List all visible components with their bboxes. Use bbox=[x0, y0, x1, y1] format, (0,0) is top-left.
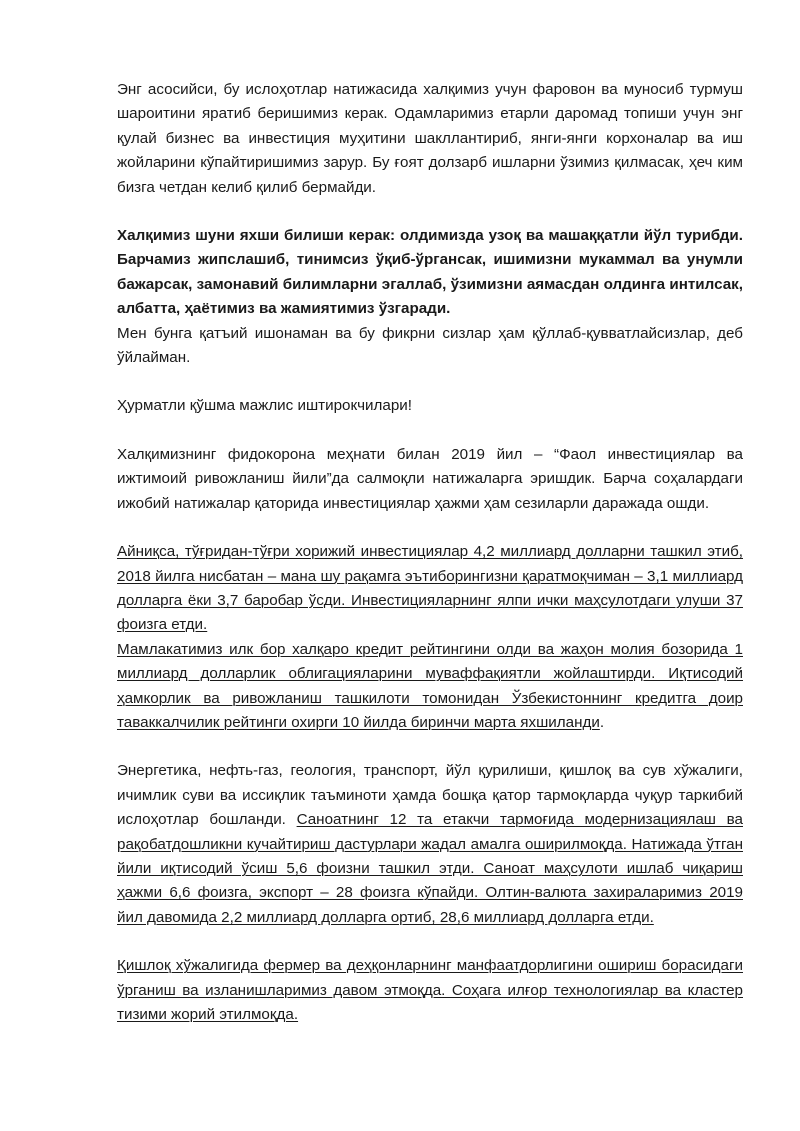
paragraph-gap bbox=[117, 516, 743, 540]
paragraph-long-road bbox=[117, 224, 743, 370]
paragraph-reforms-goal bbox=[117, 78, 743, 200]
paragraph-gap bbox=[117, 419, 743, 443]
underlined-text: Мамлакатимиз илк бор халқаро кредит рейтингини олди ва жаҳон молия бозорида 1 миллиард долларлик облигацияларини муваффақиятли жойлаштирди. Иқтисодий ҳамкорлик ва ривожланиш ташкилоти томонидан Ўзбекистоннинг кредитга доир таваккалчилик рейтинги охирги 10 йилда биринчи марта яхшиланди bbox=[117, 640, 743, 731]
paragraph-text: Халқимизнинг фидокорона меҳнати билан 2019 йил – “Фаол инвестициялар ва ижтимоий ривожланиш йили”да салмоқли натижаларга эришдик. Барча соҳалардаги ижобий натижалар қаторида инвестициялар ҳажми ҳам сезиларли даражада ошди. bbox=[117, 445, 743, 512]
underlined-text: Айниқса, тўғридан-тўғри хорижий инвестициялар 4,2 миллиард долларни ташкил этиб, 2018 йилга нисбатан – мана шу рақамга эътиборингизни қаратмоқчиман – 3,1 миллиард долларга ёки 3,7 баробар ўсди. Инвестицияларнинг ялпи ички маҳсулотдаги улуши 37 фоизга етди. bbox=[117, 543, 743, 634]
underlined-text: Қишлоқ хўжалигида фермер ва деҳқонларнинг манфаатдорлигини ошириш борасидаги ўрганиш ва изланишларимиз давом этмоқда. Соҳага илғор технологиялар ва кластер тизими жорий этилмоқда. bbox=[117, 957, 743, 1023]
paragraph-text: Энг асосийси, бу ислоҳотлар натижасида халқимиз учун фаровон ва муносиб турмуш шароитини яратиб беришимиз керак. Одамларимиз етарли даромад топиши учун энг қулай бизнес ва инвестиция муҳитини шакллантириб, янги-янги корхоналар ва иш жойларини кўпайтиришимиз зарур. Бу ғоят долзарб ишларни ўзимиз қилмасак, ҳеч ким бизга четдан келиб қилиб бермайди. bbox=[117, 81, 743, 196]
bold-statement: Халқимиз шуни яхши билиши керак: олдимизда узоқ ва машаққатли йўл турибди. Барчамиз жипслашиб, тинимсиз ўқиб-ўргансак, ишимизни мукаммал ва унумли бажарсак, замонавий билимларни эгаллаб, ўзимизни аямасдан олдинга интилсак, албатта, ҳаётимиз ва жамиятимиз ўзгаради. bbox=[117, 227, 743, 318]
paragraph-text: Энергетика, нефть-газ, геология, транспорт, йўл қурилиши, қишлоқ ва сув хўжалиги, ичимлик суви ва иссиқлик таъминоти ҳамда бошқа қатор тармоқларда чуқур таркибий ислоҳотлар бошланди. bbox=[117, 762, 743, 829]
paragraph-foreign-investment bbox=[117, 540, 743, 735]
paragraph-structural-reforms bbox=[117, 759, 743, 930]
document-page bbox=[117, 78, 743, 1027]
paragraph-text: Мен бунга қатъий ишонаман ва бу фикрни сизлар ҳам қўллаб-қувватлайсизлар, деб ўйлайман. bbox=[117, 324, 743, 367]
paragraph-gap bbox=[117, 200, 743, 224]
paragraph-text: . bbox=[599, 713, 605, 731]
paragraph-gap bbox=[117, 370, 743, 394]
underlined-text: Саноатнинг 12 та етакчи тармоғида модернизациялаш ва рақобатдошликни кучайтириш дастурлари жадал амалга оширилмоқда. Натижада ўтган йили иқтисодий ўсиш 5,6 фоизни ташкил этди. Саноат маҳсулоти ишлаб чиқариш ҳажми 6,6 фоизга, экспорт – 28 фоизга кўпайди. Олтин-валюта захираларимиз 2019 йил давомида 2,2 миллиард долларга ортиб, 28,6 миллиард долларга етди. bbox=[117, 811, 743, 926]
paragraph-gap bbox=[117, 735, 743, 759]
paragraph-gap bbox=[117, 930, 743, 954]
paragraph-investment-year bbox=[117, 443, 743, 516]
paragraph-text: Ҳурматли қўшма мажлис иштирокчилари! bbox=[117, 397, 412, 415]
paragraph-agriculture bbox=[117, 954, 743, 1027]
paragraph-address bbox=[117, 394, 743, 418]
